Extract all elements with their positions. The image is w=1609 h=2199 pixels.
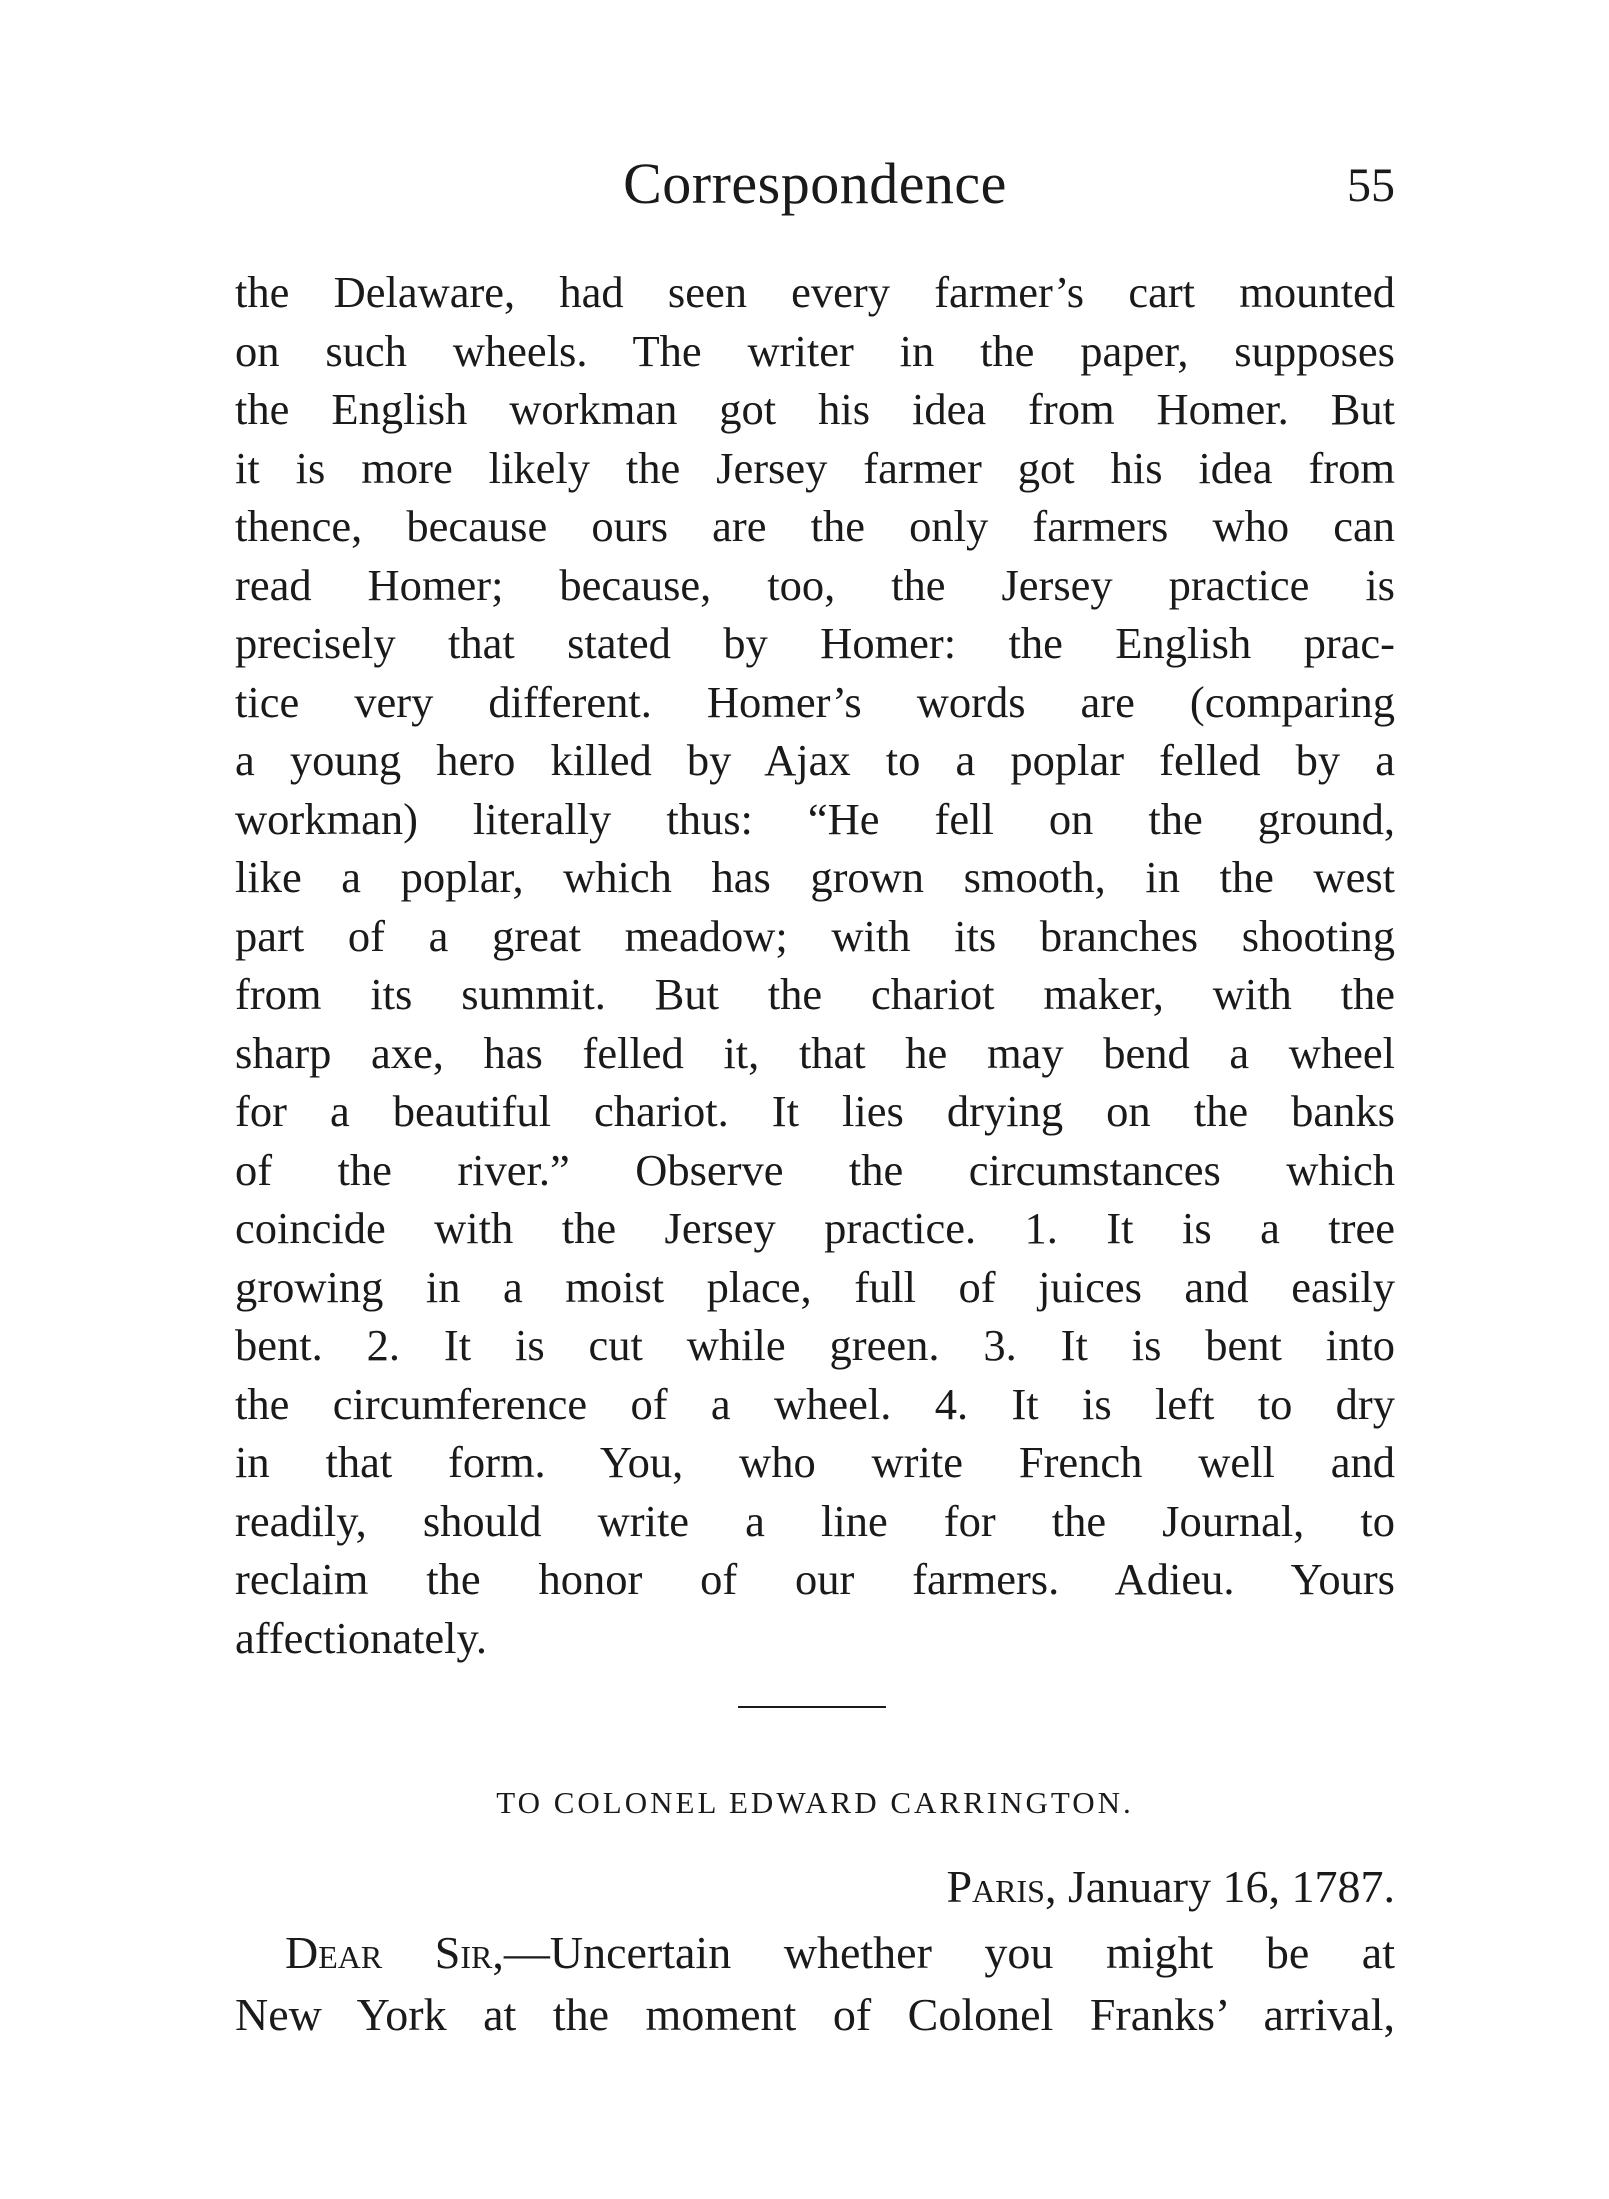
dateline-comma: , (1044, 1861, 1068, 1912)
text-line: sharp axe, has felled it, that he may bend a wheel (235, 1027, 1395, 1078)
page-header (235, 150, 1395, 230)
text-line: the Delaware, had seen every farmer’s cart mounted (235, 267, 1395, 317)
letter-body (235, 1922, 1395, 2046)
running-title: Correspondence (623, 151, 1007, 216)
section-divider (738, 1706, 886, 1708)
text-line: precisely that stated by Homer: the English prac- (235, 618, 1395, 668)
text-line: of the river.” Observe the circumstances which (235, 1144, 1395, 1195)
text-line: like a poplar, which has grown smooth, in the west (235, 852, 1395, 902)
letter-heading: TO COLONEL EDWARD CARRINGTON. (496, 1785, 1134, 1820)
text-line: reclaim the honor of our farmers. Adieu. Yours (235, 1554, 1395, 1604)
letter-opening-line (235, 1922, 1395, 1984)
text-line: bent. 2. It is cut while green. 3. It is bent into (235, 1320, 1395, 1370)
text-line: the English workman got his idea from Homer. But (235, 384, 1395, 434)
text-line: a young hero killed by Ajax to a poplar felled by a (235, 735, 1395, 785)
text-line: readily, should write a line for the Journal, to (235, 1495, 1395, 1546)
text-line: from its summit. But the chariot maker, with the (235, 969, 1395, 1019)
text-line: tice very different. Homer’s words are (comparing (235, 676, 1395, 727)
dateline-date: January 16, 1787. (1067, 1861, 1395, 1912)
text-line: New York at the moment of Colonel Franks’ arrival, (235, 1989, 1395, 2040)
body-text (235, 263, 1395, 1667)
text-line: workman) literally thus: “He fell on the ground, (235, 793, 1395, 844)
page-number: 55 (1347, 159, 1395, 212)
opening-text: ,—Uncertain whether you might be at (492, 1927, 1395, 1978)
text-line: it is more likely the Jersey farmer got his idea from (235, 442, 1395, 493)
text-line: part of a great meadow; with its branches shooting (235, 910, 1395, 961)
salutation: Dear Sir (285, 1927, 493, 1978)
text-line: affectionately. (235, 1612, 488, 1663)
text-line: coincide with the Jersey practice. 1. It is a tree (235, 1203, 1395, 1253)
text-line: thence, because ours are the only farmers who can (235, 501, 1395, 551)
text-line: for a beautiful chariot. It lies drying on the banks (235, 1086, 1395, 1136)
text-line: on such wheels. The writer in the paper, supposes (235, 325, 1395, 376)
text-line: the circumference of a wheel. 4. It is left to dry (235, 1378, 1395, 1429)
text-line: in that form. You, who write French well and (235, 1437, 1395, 1487)
dateline-place: Paris (946, 1861, 1045, 1912)
letter-dateline (946, 1860, 1395, 1913)
text-line: growing in a moist place, full of juices and easily (235, 1261, 1395, 1312)
text-line: read Homer; because, too, the Jersey practice is (235, 559, 1395, 610)
